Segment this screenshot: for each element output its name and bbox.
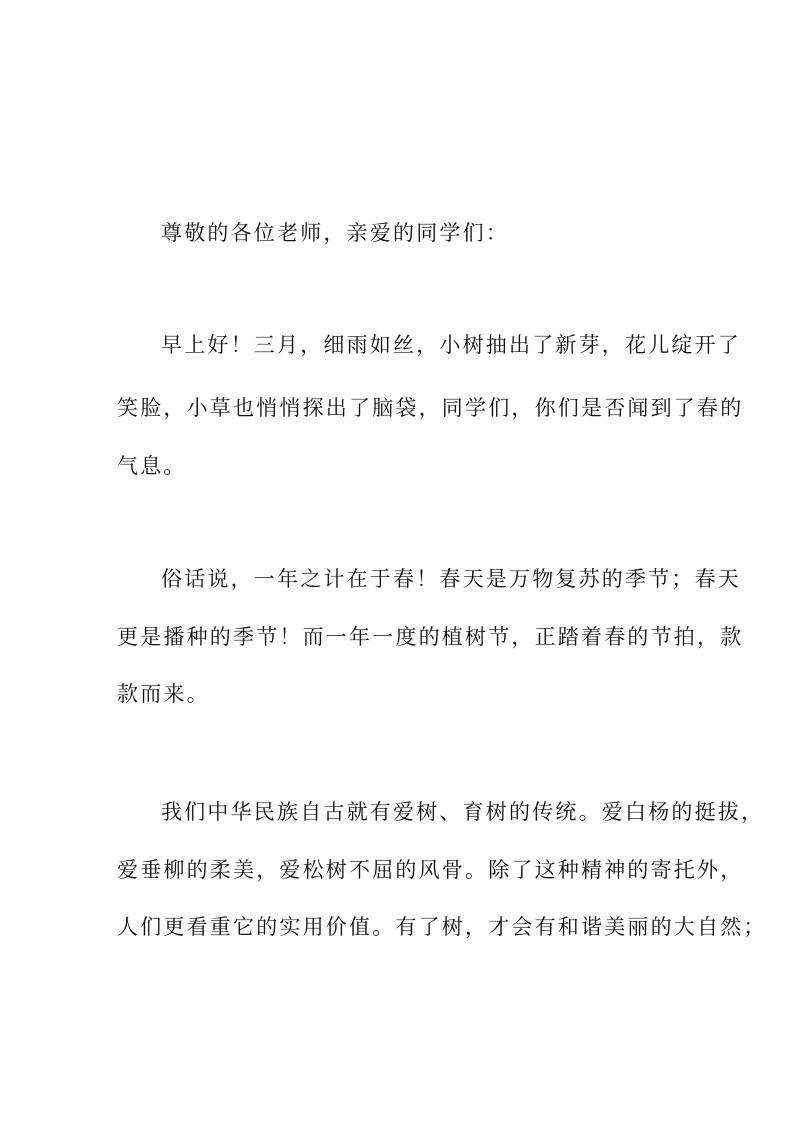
paragraph-2-line-1: 俗话说，一年之计在于春！春天是万物复苏的季节；春天 — [161, 567, 741, 591]
paragraph-2-line-2: 更是播种的季节！而一年一度的植树节，正踏着春的节拍，款 — [117, 625, 744, 649]
paragraph-1-line-1: 早上好！三月，细雨如丝，小树抽出了新芽，花儿绽开了 — [161, 333, 741, 357]
paragraph-1-line-3: 气息。 — [117, 454, 187, 478]
paragraph-3-line-1: 我们中华民族自古就有爱树、育树的传统。爱白杨的挺拔， — [161, 800, 765, 824]
paragraph-3-line-3: 人们更看重它的实用价值。有了树，才会有和谐美丽的大自然； — [117, 915, 767, 939]
paragraph-3-line-2: 爱垂柳的柔美，爱松树不屈的风骨。除了这种精神的寄托外， — [117, 858, 744, 882]
paragraph-2-line-3: 款而来。 — [117, 682, 210, 706]
paragraph-1-line-2: 笑脸，小草也悄悄探出了脑袋，同学们，你们是否闻到了春的 — [117, 396, 744, 420]
greeting-line: 尊敬的各位老师，亲爱的同学们： — [161, 221, 509, 245]
